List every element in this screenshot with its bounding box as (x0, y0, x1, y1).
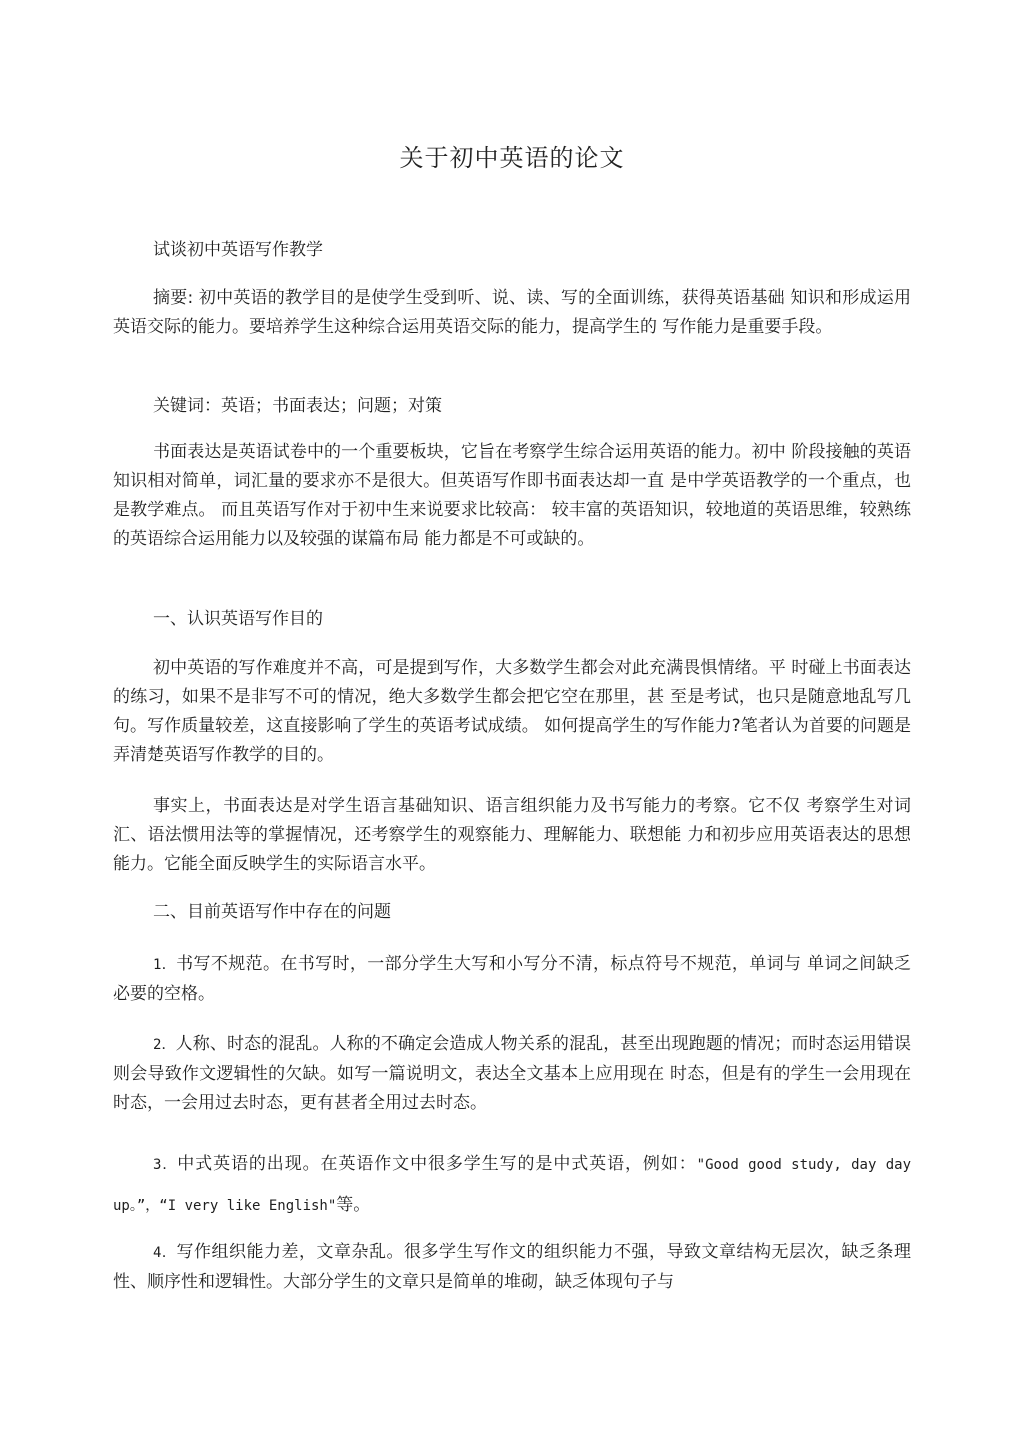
list-item-number: 3． (153, 1157, 178, 1173)
section1-paragraph-2: 事实上，书面表达是对学生语言基础知识、语言组织能力及书写能力的考察。它不仅 考察学生对词汇、语法惯用法等的掌握情况，还考察学生的观察能力、理解能力、联想能 力和初步应用英语表达的思想能力。它能全面反映学生的实际语言水平。 (113, 796, 911, 874)
list-item-text: 人称、时态的混乱。人称的不确定会造成人物关系的混乱，甚至出现跑题的情况；而时态运用错误则会导致作文逻辑性的欠缺。如写一篇说明文，表达全文基本上应用现在 时态，但是有的学生一会用现在时态，一会用过去时态，更有甚者全用过去时态。 (113, 1034, 911, 1113)
section-heading-1: 一、认识英语写作目的 (153, 609, 323, 629)
list-item-text: 写作组织能力差，文章杂乱。很多学生写作文的组织能力不强，导致文章结构无层次，缺乏条理性、顺序性和逻辑性。大部分学生的文章只是简单的堆砌，缺乏体现句子与 (113, 1242, 911, 1292)
list-item-number: 1． (153, 957, 177, 973)
list-item-text: 中式英语的出现。在英语作文中很多学生写的是中式英语，例如： (177, 1154, 697, 1174)
list-item-3 (113, 1144, 911, 1226)
intro-paragraph: 书面表达是英语试卷中的一个重要板块，它旨在考察学生综合运用英语的能力。初中 阶段接触的英语知识相对简单，词汇量的要求亦不是很大。但英语写作即书面表达却一直 是中学英语教学的一个重点，也是教学难点。 而且英语写作对于初中生来说要求比较高： 较丰富的英语知识，较地道的英语思维，较熟练的英语综合运用能力以及较强的谋篇布局 能力都是不可或缺的。 (113, 442, 911, 549)
section-heading-2: 二、目前英语写作中存在的问题 (153, 902, 391, 922)
list-item-number: 2． (153, 1037, 176, 1053)
list-item-text: 书写不规范。在书写时，一部分学生大写和小写分不清，标点符号不规范，单词与 单词之间缺乏必要的空格。 (113, 954, 911, 1004)
list-item-2 (113, 1030, 911, 1118)
list-item-text-end: 等。 (336, 1195, 371, 1215)
list-item-number: 4． (153, 1245, 177, 1261)
article-subtitle: 试谈初中英语写作教学 (153, 240, 323, 260)
list-item-1 (113, 950, 911, 1009)
example-quote: "Good good study, day day up。”，“I very like English" (113, 1157, 911, 1214)
document-title: 关于初中英语的论文 (399, 144, 625, 172)
section1-paragraph-1: 初中英语的写作难度并不高，可是提到写作，大多数学生都会对此充满畏惧情绪。平 时碰上书面表达的练习，如果不是非写不可的情况，绝大多数学生都会把它空在那里，甚 至是考试，也只是随意地乱写几句。写作质量较差，这直接影响了学生的英语考试成绩。 如何提高学生的写作能力?笔者认为首要的问题是弄清楚英语写作教学的目的。 (113, 658, 911, 765)
list-item-4 (113, 1238, 911, 1297)
abstract-paragraph: 摘要: 初中英语的教学目的是使学生受到听、说、读、写的全面训练，获得英语基础 知识和形成运用英语交际的能力。要培养学生这种综合运用英语交际的能力，提高学生的 写作能力是重要手段。 (113, 288, 911, 337)
keywords-line: 关键词：英语；书面表达；问题；对策 (153, 396, 442, 416)
